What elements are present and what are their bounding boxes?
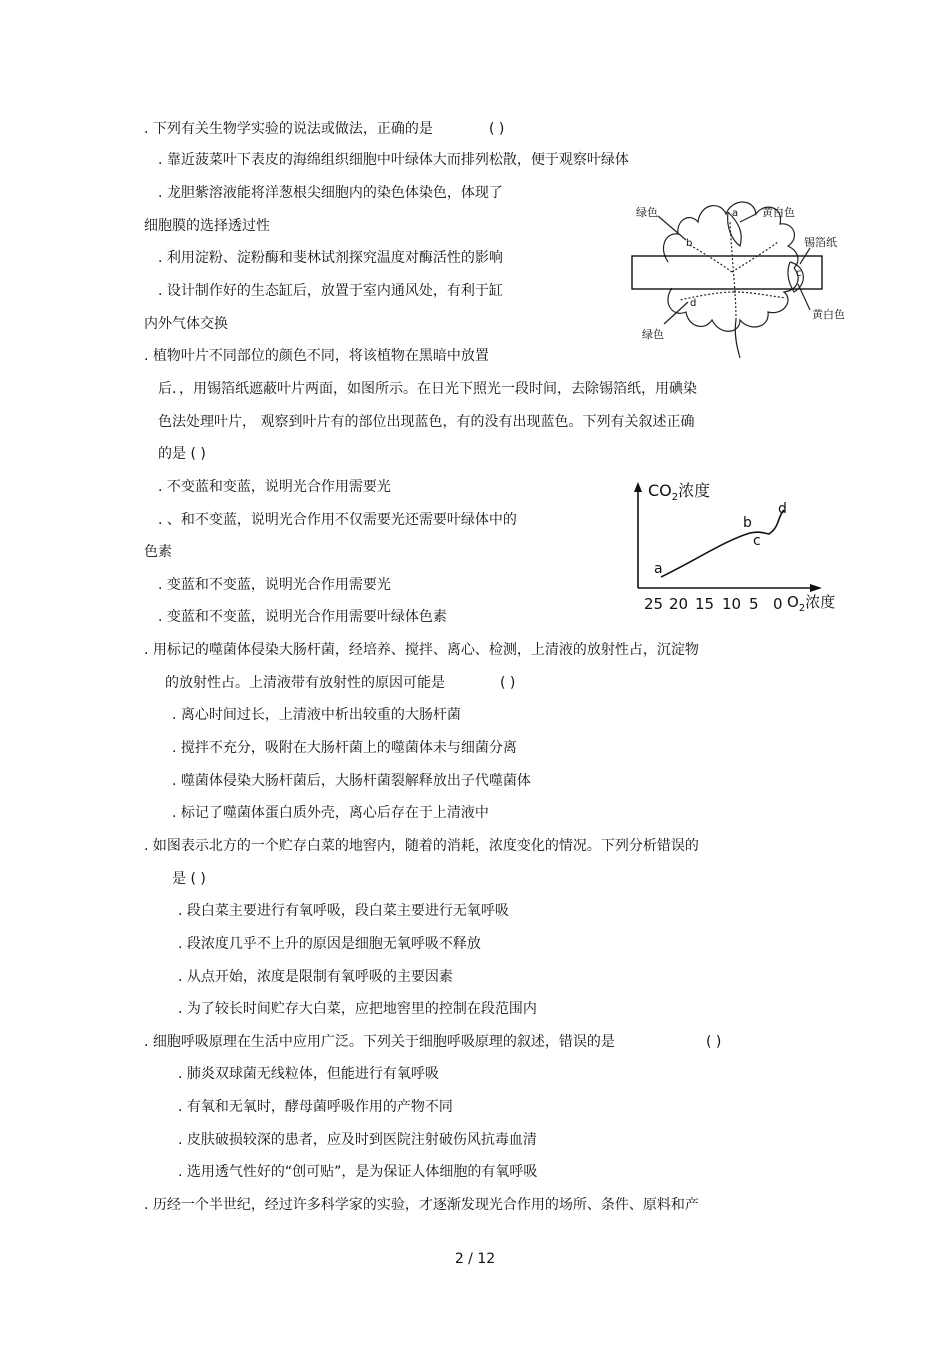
q1-option-b-cont: 细胞膜的选择透过性 [144, 218, 270, 234]
q1-answer-paren: ( ) [489, 121, 505, 137]
svg-text:O2浓度 [787, 593, 835, 614]
foil-strip [632, 256, 822, 289]
q4-option-d: . 为了较长时间贮存大白菜，应把地窖里的控制在段范围内 [178, 1001, 537, 1017]
q3-stem-2: 的放射性占。上清液带有放射性的原因可能是 [165, 675, 445, 691]
label-yellow-bottom: 黄白色 [812, 308, 845, 321]
label-yellow-top: 黄白色 [762, 206, 795, 219]
q5-stem: . 细胞呼吸原理在生活中应用广泛。下列关于细胞呼吸原理的叙述，错误的是 [144, 1034, 615, 1050]
q1-option-d: . 设计制作好的生态缸后，放置于室内通风处，有利于缸 [158, 283, 503, 299]
q3-option-d: . 标记了噬菌体蛋白质外壳，离心后存在于上清液中 [172, 805, 489, 821]
label-point-b: b [686, 238, 693, 249]
x-tick-label: 5 [749, 595, 759, 613]
x-axis-label-tail: 浓度 [805, 593, 836, 611]
point-labels [654, 501, 787, 577]
q1-option-c: . 利用淀粉、淀粉酶和斐林试剂探究温度对酶活性的影响 [158, 250, 503, 266]
q4-option-b: . 段浓度几乎不上升的原因是细胞无氧呼吸不释放 [178, 936, 481, 952]
label-point-a: a [732, 208, 739, 219]
q6-stem: . 历经一个半世纪，经过许多科学家的实验，才逐渐发现光合作用的场所、条件、原料和产 [144, 1197, 699, 1213]
label-green-bottom: 绿色 [642, 328, 664, 341]
q3-stem: . 用标记的噬菌体侵染大肠杆菌，经培养、搅拌、离心、检测，上清液的放射性占，沉淀物 [144, 642, 699, 658]
q2-option-c: . 变蓝和不变蓝，说明光合作用需要光 [158, 577, 391, 593]
x-tick-label: 20 [669, 595, 689, 613]
x-axis-label-sub: 2 [798, 603, 806, 614]
x-axis-label: O [787, 593, 799, 611]
label-foil: 锡箔纸 [804, 236, 837, 249]
svg-text:CO2浓度 [648, 481, 710, 503]
leaf-outline-lower [668, 268, 798, 331]
q5-option-d: . 选用透气性好的“创可贴”，是为保证人体细胞的有氧呼吸 [178, 1164, 538, 1180]
q4-stem-2: 是 ( ) [172, 871, 206, 887]
q5-option-a: . 肺炎双球菌无线粒体，但能进行有氧呼吸 [178, 1066, 439, 1082]
co2-o2-chart [626, 476, 856, 616]
label-green-top: 绿色 [636, 206, 658, 219]
q3-option-b: . 搅拌不充分，吸附在大肠杆菌上的噬菌体未与细菌分离 [172, 740, 517, 756]
point-label: a [654, 561, 663, 577]
y-axis-label-tail: 浓度 [678, 481, 711, 500]
y-axis-arrow [634, 482, 642, 492]
label-point-c: c [796, 268, 802, 279]
leaf-foil-diagram [628, 192, 860, 360]
q2-stem-4: 的是 ( ) [158, 446, 206, 462]
q2-stem: . 植物叶片不同部位的颜色不同，将该植物在黑暗中放置 [144, 348, 489, 364]
q2-stem-2: 后．，用锡箔纸遮蔽叶片两面，如图所示。在日光下照光一段时间，去除锡箔纸，用碘染 [158, 381, 697, 397]
point-label: b [743, 515, 752, 531]
q5-option-b: . 有氧和无氧时，酵母菌呼吸作用的产物不同 [178, 1099, 453, 1115]
q2-stem-3: 色法处理叶片， 观察到叶片有的部位出现蓝色，有的没有出现蓝色。下列有关叙述正确 [158, 414, 695, 430]
q2-option-b-cont: 色素 [144, 544, 172, 560]
label-point-d: d [690, 298, 697, 309]
y-axis-label: CO [648, 481, 672, 500]
q2-option-d: . 变蓝和不变蓝，说明光合作用需要叶绿体色素 [158, 609, 447, 625]
q1-option-b: . 龙胆紫溶液能将洋葱根尖细胞内的染色体染色，体现了 [158, 185, 503, 201]
co2-curve [661, 510, 784, 577]
q4-option-a: . 段白菜主要进行有氧呼吸，段白菜主要进行无氧呼吸 [178, 903, 509, 919]
q5-answer-paren: ( ) [706, 1034, 722, 1050]
q1-option-a: . 靠近菠菜叶下表皮的海绵组织细胞中叶绿体大而排列松散，便于观察叶绿体 [158, 152, 629, 168]
q3-answer-paren: ( ) [500, 675, 516, 691]
q1-option-d-cont: 内外气体交换 [144, 316, 228, 332]
q1-stem: . 下列有关生物学实验的说法或做法，正确的是 [144, 121, 433, 137]
q3-option-a: . 离心时间过长，上清液中析出较重的大肠杆菌 [172, 707, 461, 723]
x-tick-labels [644, 595, 783, 613]
point-label: d [778, 501, 787, 517]
q4-stem: . 如图表示北方的一个贮存白菜的地窖内，随着的消耗，浓度变化的情况。下列分析错误的 [144, 838, 699, 854]
x-tick-label: 10 [722, 595, 742, 613]
y-axis-label-sub: 2 [671, 492, 679, 503]
point-label: c [753, 533, 761, 549]
page-number: 2 / 12 [454, 1251, 496, 1267]
x-axis-arrow [810, 584, 822, 592]
x-tick-label: 15 [695, 595, 715, 613]
q5-option-c: . 皮肤破损较深的患者，应及时到医院注射破伤风抗毒血清 [178, 1132, 537, 1148]
q2-option-b: . 、和不变蓝，说明光合作用不仅需要光还需要叶绿体中的 [158, 512, 517, 528]
q3-option-c: . 噬菌体侵染大肠杆菌后，大肠杆菌裂解释放出子代噬菌体 [172, 773, 531, 789]
q2-option-a: . 不变蓝和变蓝，说明光合作用需要光 [158, 479, 391, 495]
x-tick-label: 25 [644, 595, 664, 613]
q4-option-c: . 从点开始，浓度是限制有氧呼吸的主要因素 [178, 969, 453, 985]
x-tick-label: 0 [773, 595, 783, 613]
